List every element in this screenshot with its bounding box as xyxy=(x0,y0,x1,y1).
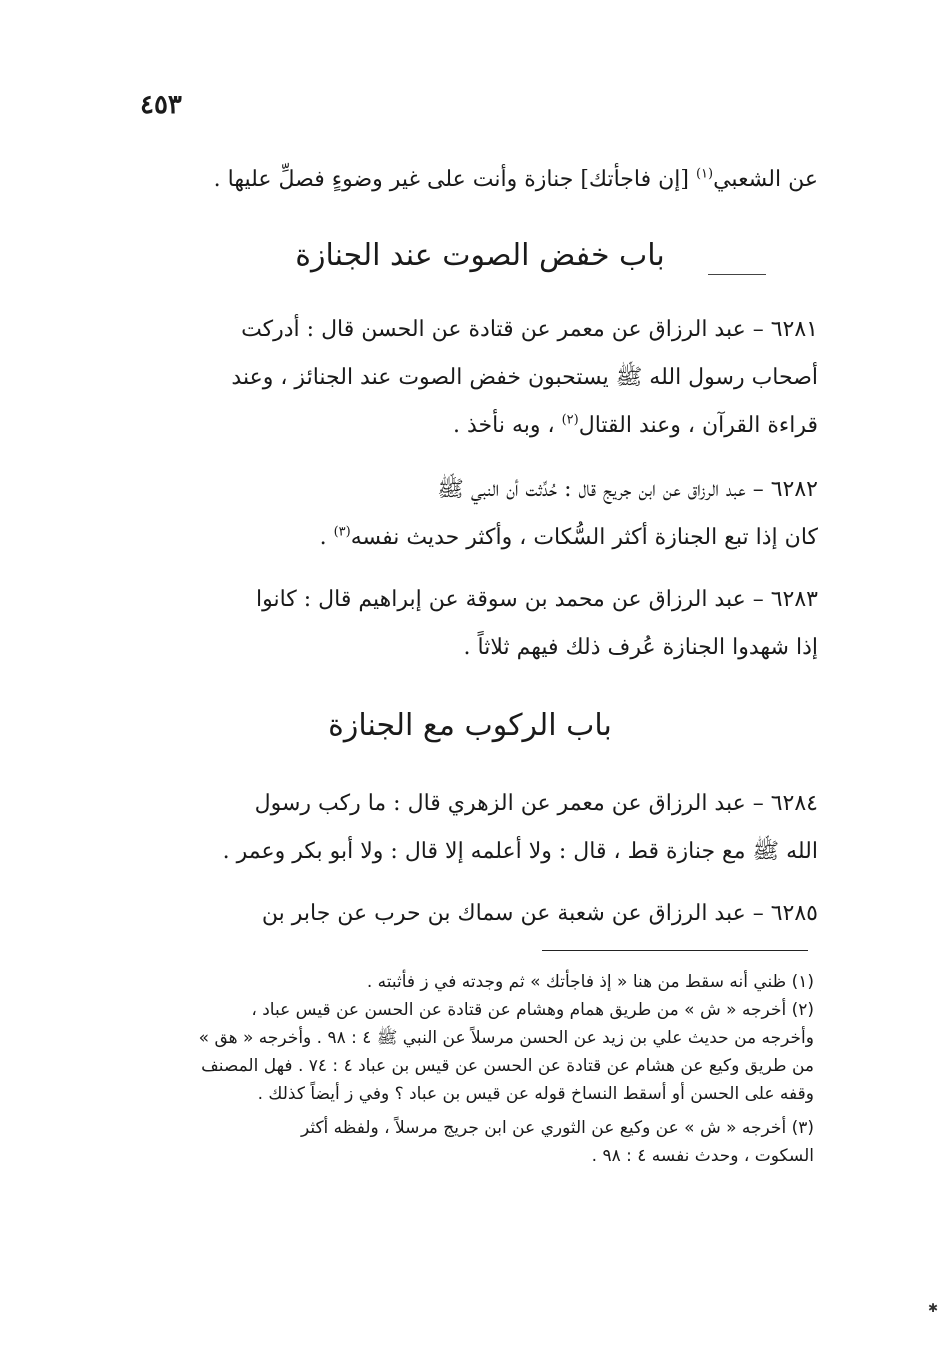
entry-line: ٦٢٨٣ – عبد الرزاق عن محمد بن سوقة عن إبراهيم قال : كانوا xyxy=(256,587,818,612)
intro-paragraph xyxy=(138,156,818,204)
hadith-entry-6281 xyxy=(138,306,818,450)
entry-line: ٦٢٨٤ – عبد الرزاق عن معمر عن الزهري قال : ما ركب رسول xyxy=(254,791,818,816)
scan-speck: ✱ xyxy=(928,1301,939,1315)
footnote-ref: (٢) xyxy=(561,412,579,428)
footnote-ref: (٣) xyxy=(333,524,351,540)
intro-line xyxy=(138,156,818,204)
entry-line xyxy=(138,514,818,562)
entry-line: ٦٢٨١ – عبد الرزاق عن معمر عن قتادة عن الحسن قال : أدركت xyxy=(241,317,818,342)
hadith-entry-6284 xyxy=(138,780,818,876)
section-heading-riding-with-funeral: باب الركوب مع الجنازة xyxy=(328,708,612,743)
footnote-line: السكوت ، وحدث نفسه ٤ : ٩٨ . xyxy=(591,1146,814,1166)
footnote-ref: (١) xyxy=(695,166,714,182)
hadith-entry-6282 xyxy=(138,466,818,562)
entry-line: إذا شهدوا الجنازة عُرف ذلك فيهم ثلاثاً . xyxy=(463,635,818,660)
footnote-separator xyxy=(542,950,808,951)
footnotes xyxy=(134,968,814,1170)
footnote-line: (١) ظني أنه سقط من هنا « إذ فاجأتك » ثم وجدته في ز فأثبته . xyxy=(366,972,814,992)
footnote-line: وأخرجه من حديث علي بن زيد عن الحسن مرسلاً عن النبي ﷺ ٤ : ٩٨ . وأخرجه « هق » xyxy=(198,1028,814,1048)
heading-ornament-dash xyxy=(708,274,766,275)
entry-line: ٦٢٨٥ – عبد الرزاق عن شعبة عن سماك بن حرب عن جابر بن xyxy=(261,901,818,926)
hadith-entry-6283 xyxy=(138,576,818,672)
section-heading-lowering-voice: باب خفض الصوت عند الجنازة xyxy=(295,238,665,273)
footnote-line: (٣) أخرجه « ش » عن وكيع عن الثوري عن ابن جريج مرسلاً ، ولفظه أكثر xyxy=(300,1118,814,1138)
entry-text: ، وبه نأخذ . xyxy=(452,413,555,438)
footnote-line: وقفه على الحسن أو أسقط النساخ قوله عن قيس بن عباد ؟ وفي ز أيضاً كذلك . xyxy=(257,1084,814,1104)
entry-text: . xyxy=(319,525,327,550)
entry-line: أصحاب رسول الله ﷺ يستحبون خفض الصوت عند الجنائز ، وعند xyxy=(231,365,818,390)
entry-line: الله ﷺ مع جنازة قط ، قال : ولا أعلمه إلا قال : ولا أبو بكر وعمر . xyxy=(222,839,818,864)
hadith-entry-6285 xyxy=(138,890,818,938)
page-number: ٤٥٣ xyxy=(140,90,182,120)
entry-line: ٦٢٨٢ – عبد الرزاق عن ابن جريج قال : حُدِّثت أن النبي ﷺ xyxy=(437,477,818,502)
footnote-line: (٢) أخرجه « ش » من طريق همام وهشام عن قتادة عن الحسن عن قيس عباد ، xyxy=(251,1000,814,1020)
entry-text: قراءة القرآن ، وعند القتال xyxy=(578,413,818,438)
entry-text: كان إذا تبع الجنازة أكثر السُّكات ، وأكثر حديث نفسه xyxy=(350,525,818,550)
intro-text-a: عن الشعبي xyxy=(713,167,818,192)
footnote-line: من طريق وكيع عن هشام عن قتادة عن الحسن عن قيس بن عباد ٤ : ٧٤ . فهل المصنف xyxy=(201,1056,814,1076)
entry-line xyxy=(138,402,818,450)
intro-text-b: [إن فاجأتك] جنازة وأنت على غير وضوءٍ فصلِّ عليها . xyxy=(213,167,689,192)
